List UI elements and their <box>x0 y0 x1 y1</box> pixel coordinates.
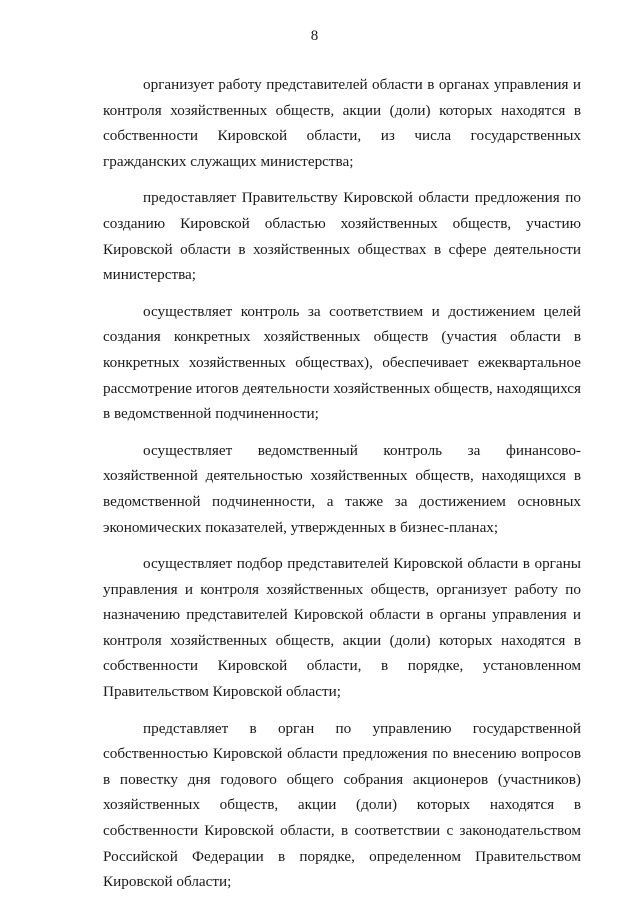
page-number: 8 <box>310 28 319 44</box>
paragraph-4: осуществляет ведомственный контроль за финансово-хозяйственной деятельностью хозяйственных обществ, находящихся в ведомственной подчиненности, а также за достижением основных экономических показателей, утвержденных в бизнес-планах; <box>103 441 581 536</box>
paragraph-3: осуществляет контроль за соответствием и достижением целей создания конкретных хозяйственных обществ (участия области в конкретных хозяйственных обществах), обеспечивает ежеквартальное рассмотрение итогов деятельности хозяйственных обществ, находящихся в ведомственной подчиненности; <box>103 302 581 423</box>
paragraph-6: представляет в орган по управлению государственной собственностью Кировской области предложения по внесению вопросов в повестку дня годового общего собрания акционеров (участников) хозяйственных обществ, акции (доли) которых находятся в собственности Кировской области, в соответствии с законодательством Российской Федерации в порядке, определенном Правительством Кировской области; <box>103 719 581 891</box>
paragraph-5: осуществляет подбор представителей Кировской области в органы управления и контроля хозяйственных обществ, организует работу по назначению представителей Кировской области в органы управления и контроля хозяйственных обществ, акции (доли) которых находятся в собственности Кировской области, в порядке, установленном Правительством Кировской области; <box>103 555 581 701</box>
document-body <box>103 72 581 895</box>
paragraph-1: организует работу представителей области в органах управления и контроля хозяйственных обществ, акции (доли) которых находятся в собственности Кировской области, из числа государственных гражданских служащих министерства; <box>103 76 581 170</box>
paragraph-2: предоставляет Правительству Кировской области предложения по созданию Кировской областью хозяйственных обществ, участию Кировской области в хозяйственных обществах в сфере деятельности министерства; <box>103 189 581 284</box>
